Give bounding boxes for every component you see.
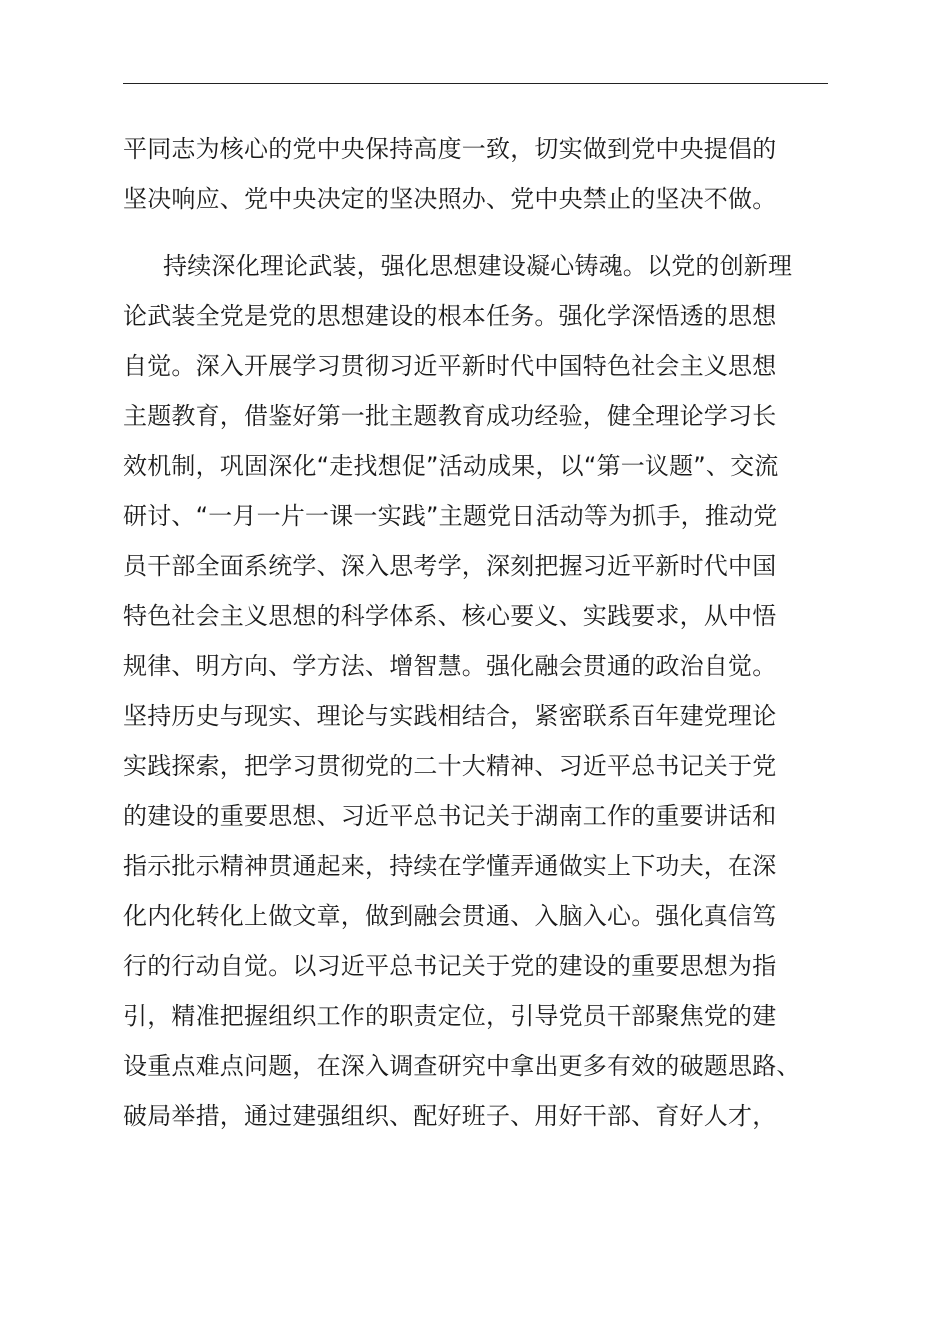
text-line: 研讨、“一月一片一课一实践”主题党日活动等为抓手，推动党 (123, 502, 778, 530)
text-line: 引，精准把握组织工作的职责定位，引导党员干部聚焦党的建 (123, 1002, 777, 1030)
text-line: 特色社会主义思想的科学体系、核心要义、实践要求，从中悟 (123, 602, 777, 630)
body-text (123, 124, 843, 1141)
text-line: 坚持历史与现实、理论与实践相结合，紧密联系百年建党理论 (123, 702, 777, 730)
text-line: 行的行动自觉。以习近平总书记关于党的建设的重要思想为指 (123, 952, 777, 980)
text-line: 论武装全党是党的思想建设的根本任务。强化学深悟透的思想 (123, 302, 777, 330)
text-line: 自觉。深入开展学习贯彻习近平新时代中国特色社会主义思想 (123, 352, 777, 380)
text-line: 坚决响应、党中央决定的坚决照办、党中央禁止的坚决不做。 (123, 185, 777, 213)
text-line: 指示批示精神贯通起来，持续在学懂弄通做实上下功夫，在深 (123, 852, 777, 880)
text-line: 破局举措，通过建强组织、配好班子、用好干部、育好人才， (123, 1102, 777, 1130)
text-line: 效机制，巩固深化“走找想促”活动成果，以“第一议题”、交流 (123, 452, 779, 480)
text-line: 员干部全面系统学、深入思考学，深刻把握习近平新时代中国 (123, 552, 777, 580)
text-line: 规律、明方向、学方法、增智慧。强化融会贯通的政治自觉。 (123, 652, 777, 680)
text-line: 化内化转化上做文章，做到融会贯通、入脑入心。强化真信笃 (123, 902, 777, 930)
text-line: 实践探索，把学习贯彻党的二十大精神、习近平总书记关于党 (123, 752, 777, 780)
text-line: 设重点难点问题，在深入调查研究中拿出更多有效的破题思路、 (123, 1052, 801, 1080)
text-line: 的建设的重要思想、习近平总书记关于湖南工作的重要讲话和 (123, 802, 777, 830)
paragraph-start-line: 持续深化理论武装，强化思想建设凝心铸魂。以党的创新理 (163, 252, 793, 280)
header-rule (123, 83, 828, 84)
text-line: 平同志为核心的党中央保持高度一致，切实做到党中央提倡的 (123, 135, 777, 163)
text-line: 主题教育，借鉴好第一批主题教育成功经验，健全理论学习长 (123, 402, 777, 430)
